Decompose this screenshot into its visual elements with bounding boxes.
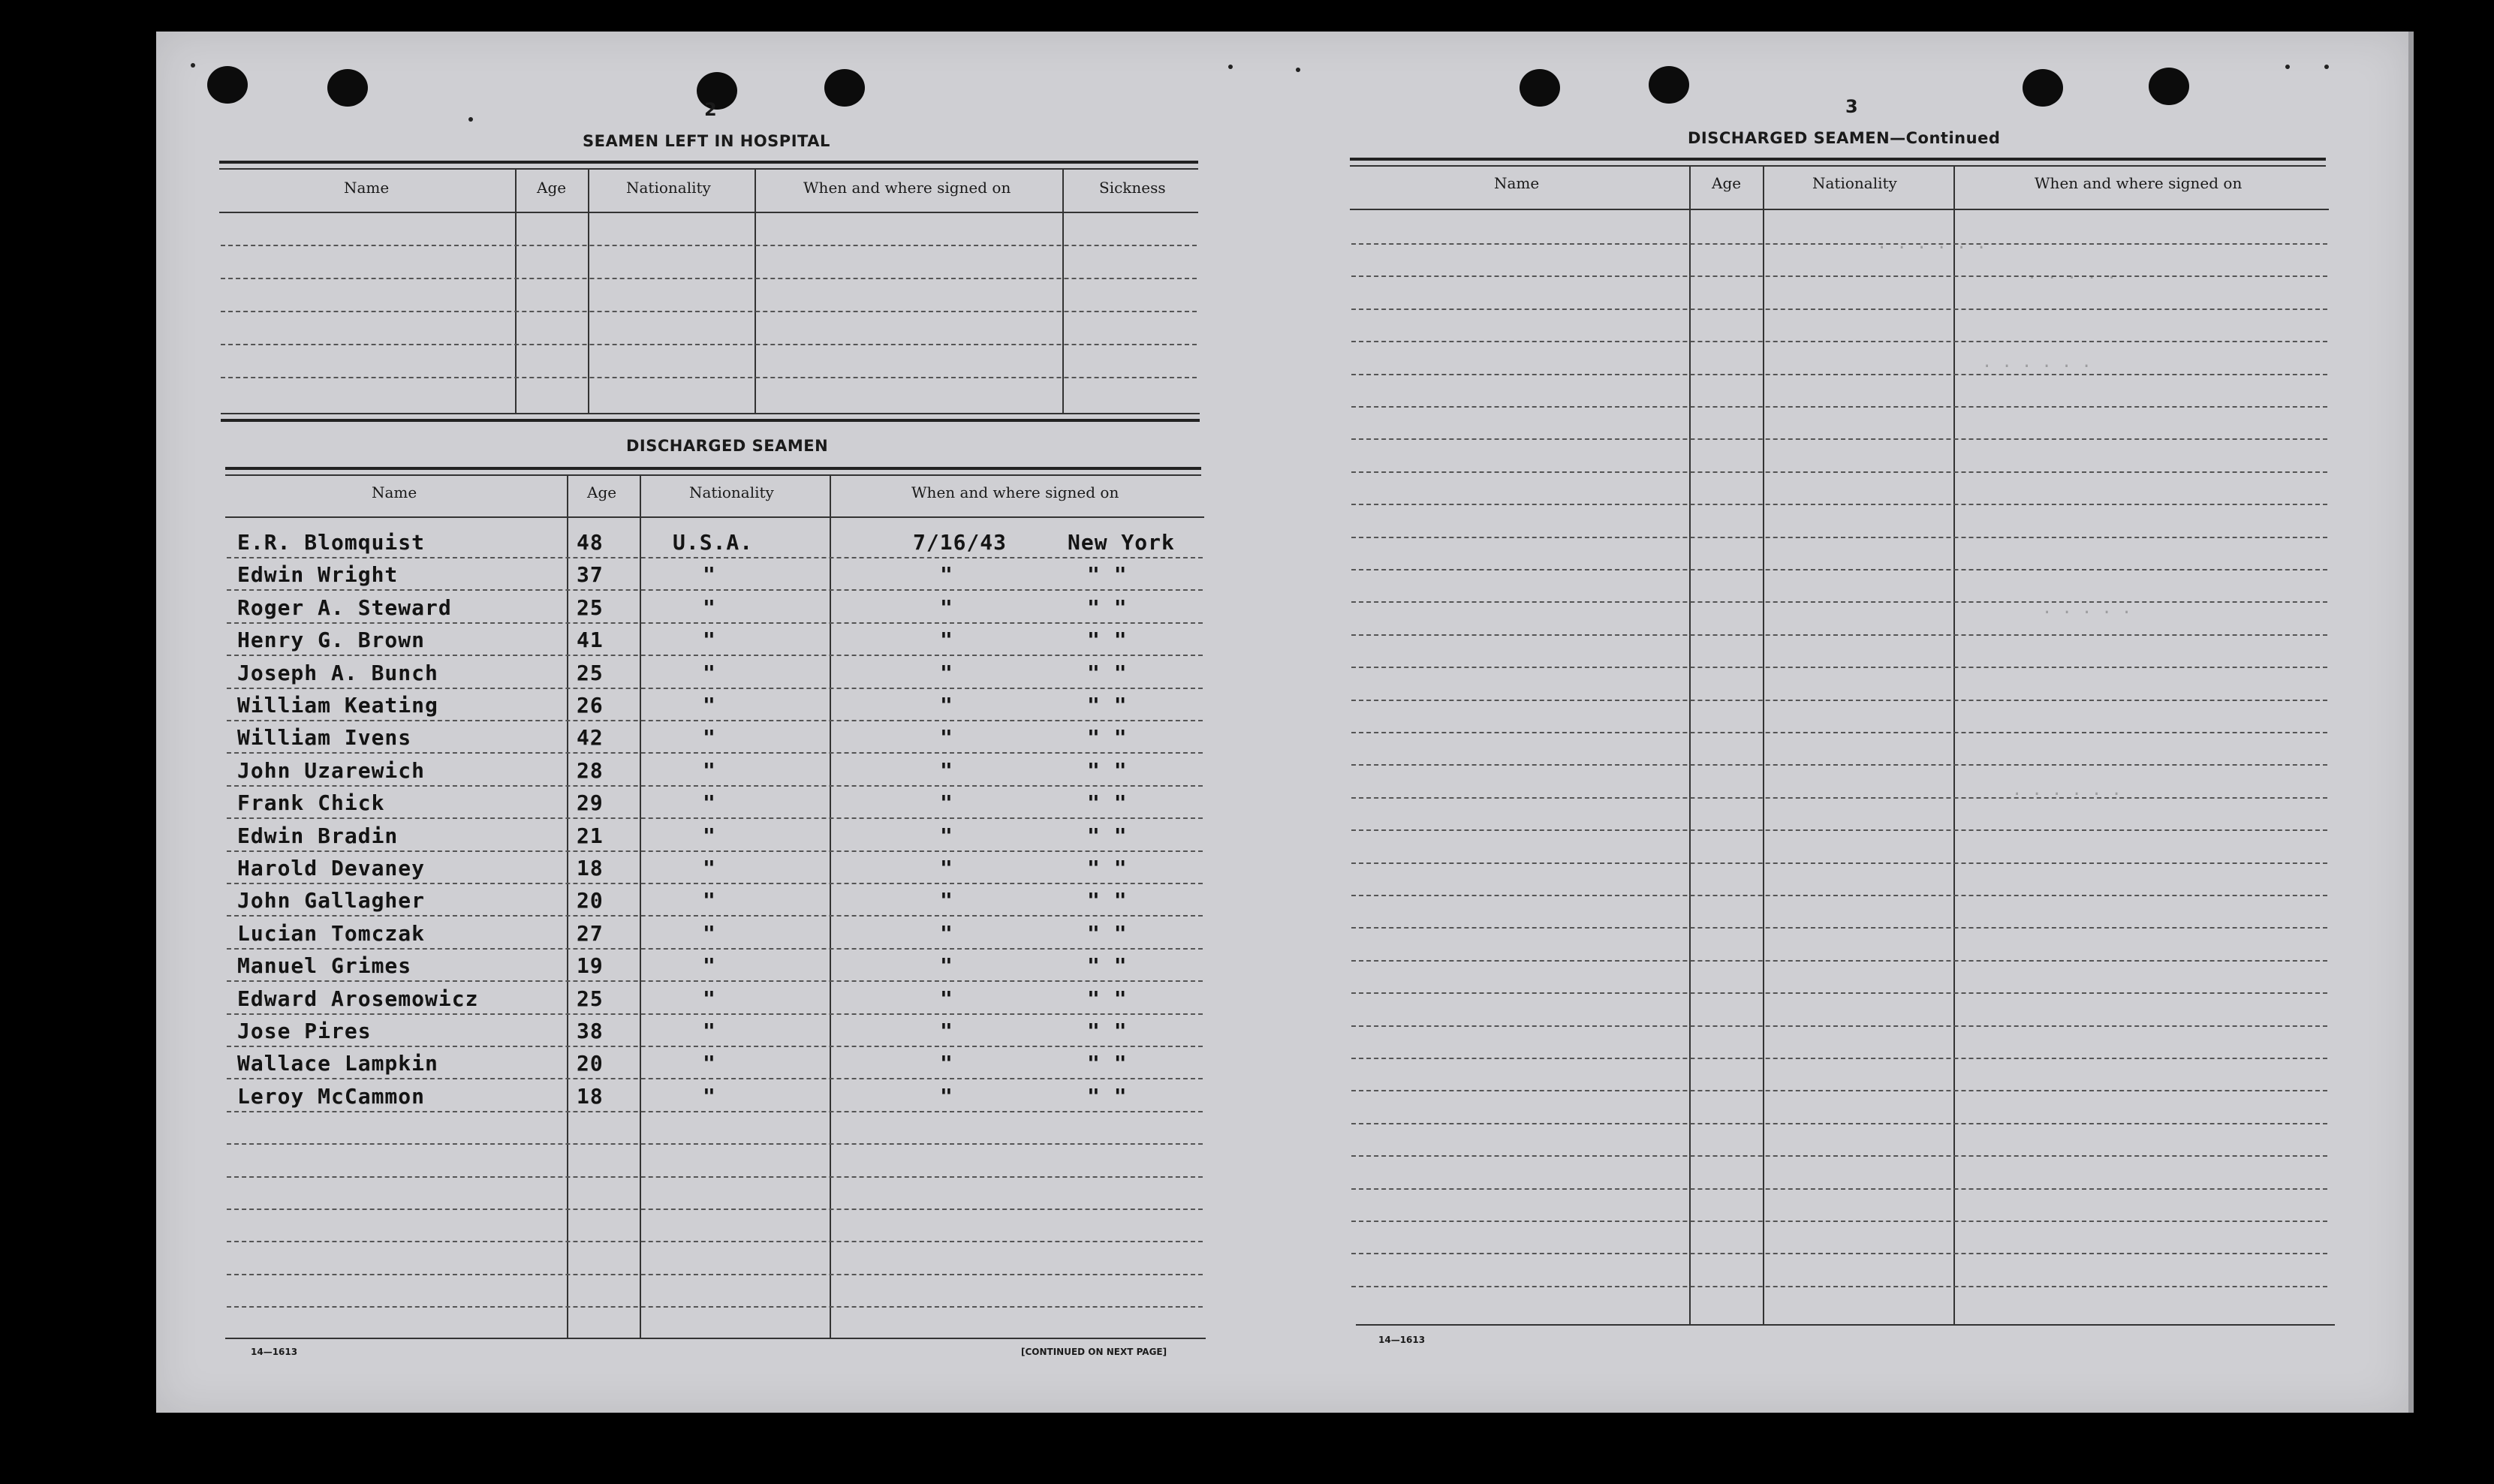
seaman-nationality: " [703, 1084, 716, 1109]
seaman-age: 18 [577, 1084, 604, 1109]
right-col-nationality: Nationality [1812, 174, 1897, 192]
page-number-left: 2 [704, 99, 717, 120]
signed-on-date: " [940, 953, 953, 978]
continued-note: [CONTINUED ON NEXT PAGE] [1021, 1347, 1167, 1357]
seaman-nationality: " [703, 986, 716, 1011]
seaman-name: Jose Pires [237, 1019, 372, 1043]
right-row-line [1351, 569, 2327, 570]
discharged-row-line [227, 557, 1203, 558]
right-row-line [1351, 275, 2327, 277]
discharged-row-line [227, 1143, 1203, 1145]
right-row-line [1351, 700, 2327, 701]
right-col-divider [1953, 165, 1955, 1326]
form-number-left: 14—1613 [251, 1347, 298, 1357]
signed-on-date: " [940, 823, 953, 848]
signed-on-place: " " [1087, 986, 1128, 1011]
hospital-section-title: SEAMEN LEFT IN HOSPITAL [583, 132, 830, 150]
signed-on-place: " " [1087, 1019, 1128, 1043]
seaman-name: Edward Arosemowicz [237, 986, 479, 1011]
discharged-row-line [227, 655, 1203, 656]
right-header-rule [1350, 209, 2329, 210]
seaman-nationality: " [703, 790, 716, 815]
right-row-line [1351, 634, 2327, 636]
right-row-line [1351, 1188, 2327, 1190]
right-col-divider [1763, 165, 1764, 1326]
discharged-row-line [227, 980, 1203, 982]
seaman-nationality: " [703, 856, 716, 880]
hospital-row-line [221, 377, 1197, 378]
discharged-row-line [227, 688, 1203, 689]
right-row-line [1351, 309, 2327, 310]
punch-hole [1649, 66, 1689, 104]
right-row-line [1351, 829, 2327, 831]
right-row-line [1351, 504, 2327, 505]
discharged-bottom-rule [225, 1338, 1206, 1339]
signed-on-date: " [940, 661, 953, 685]
hospital-col-signed-on: When and where signed on [803, 179, 1011, 197]
seaman-name: Harold Devaney [237, 856, 426, 880]
signed-on-date: " [940, 888, 953, 913]
punch-hole [327, 69, 368, 107]
right-row-line [1351, 862, 2327, 864]
signed-on-place: " " [1087, 628, 1128, 652]
discharged-top-rule-2 [225, 474, 1201, 476]
discharged-row-line [227, 622, 1203, 624]
right-row-line [1351, 438, 2327, 440]
right-row-line [1351, 601, 2327, 603]
signed-on-place: " " [1087, 595, 1128, 620]
seaman-name: William Keating [237, 693, 438, 718]
hospital-col-age: Age [537, 179, 567, 197]
discharged-row-line [227, 752, 1203, 754]
signed-on-date: " [940, 725, 953, 750]
signed-on-date: " [940, 693, 953, 718]
bleed-through-mark: . . . . . . [2012, 781, 2122, 799]
discharged-row-line [227, 850, 1203, 852]
signed-on-place: " " [1087, 725, 1128, 750]
speck [2324, 65, 2329, 69]
seaman-age: 21 [577, 823, 604, 848]
seaman-age: 25 [577, 595, 604, 620]
hospital-header-rule [219, 212, 1198, 213]
signed-on-date: " [940, 562, 953, 587]
right-row-line [1351, 1155, 2327, 1157]
seaman-nationality: " [703, 921, 716, 946]
seaman-age: 48 [577, 530, 604, 555]
form-number-right: 14—1613 [1378, 1335, 1426, 1345]
right-row-line [1351, 341, 2327, 342]
seaman-nationality: " [703, 823, 716, 848]
discharged-row-line [227, 883, 1203, 884]
seaman-nationality: " [703, 562, 716, 587]
right-col-age: Age [1712, 174, 1742, 192]
right-row-line [1351, 374, 2327, 375]
bleed-through-mark: . . . . . . [1877, 234, 1986, 253]
seaman-nationality: U.S.A. [673, 530, 754, 555]
discharged-row-line [227, 948, 1203, 950]
signed-on-place: " " [1087, 921, 1128, 946]
right-row-line [1351, 992, 2327, 994]
seaman-nationality: " [703, 693, 716, 718]
seaman-name: Wallace Lampkin [237, 1051, 438, 1076]
seaman-nationality: " [703, 595, 716, 620]
discharged-row-line [227, 1046, 1203, 1047]
right-row-line [1351, 960, 2327, 962]
right-col-divider [1689, 165, 1691, 1326]
seaman-name: Henry G. Brown [237, 628, 426, 652]
right-bottom-rule [1356, 1324, 2335, 1326]
discharged-col-nationality: Nationality [689, 483, 774, 501]
right-row-line [1351, 927, 2327, 929]
signed-on-date: " [940, 628, 953, 652]
bleed-through-mark: . . . . . [2042, 599, 2132, 618]
hospital-col-name: Name [344, 179, 390, 197]
right-row-line [1351, 537, 2327, 538]
right-row-line [1351, 895, 2327, 896]
hospital-bottom-rule [221, 413, 1200, 414]
hospital-top-rule [219, 161, 1198, 164]
document-sheet [156, 32, 2408, 1413]
right-row-line [1351, 1286, 2327, 1287]
right-col-name: Name [1494, 174, 1540, 192]
seaman-nationality: " [703, 758, 716, 783]
discharged-row-line [227, 1241, 1203, 1242]
seaman-name: John Uzarewich [237, 758, 426, 783]
discharged-row-line [227, 1111, 1203, 1112]
seaman-name: E.R. Blomquist [237, 530, 426, 555]
seaman-age: 25 [577, 661, 604, 685]
seaman-age: 18 [577, 856, 604, 880]
signed-on-date: " [940, 790, 953, 815]
page-number-right: 3 [1845, 96, 1858, 117]
seaman-age: 27 [577, 921, 604, 946]
seaman-age: 41 [577, 628, 604, 652]
signed-on-date: " [940, 1051, 953, 1076]
discharged-row-line [227, 1209, 1203, 1210]
right-col-signed-on: When and where signed on [2035, 174, 2242, 192]
punch-hole [824, 69, 865, 107]
signed-on-date: 7/16/43 [913, 530, 1008, 555]
hospital-row-line [221, 311, 1197, 312]
right-top-rule-2 [1350, 165, 2326, 167]
discharged-row-line [227, 1013, 1203, 1015]
signed-on-date: " [940, 856, 953, 880]
seaman-name: Frank Chick [237, 790, 385, 815]
seaman-age: 26 [577, 693, 604, 718]
signed-on-place: " " [1087, 823, 1128, 848]
speck [2285, 65, 2290, 69]
seaman-nationality: " [703, 628, 716, 652]
bleed-through-mark: . . . . . [2027, 264, 2117, 283]
seaman-name: Lucian Tomczak [237, 921, 426, 946]
discharged-header-rule [225, 516, 1204, 518]
seaman-age: 28 [577, 758, 604, 783]
seaman-name: John Gallagher [237, 888, 426, 913]
seaman-nationality: " [703, 661, 716, 685]
discharged-col-name: Name [372, 483, 417, 501]
right-row-line [1351, 797, 2327, 799]
seaman-nationality: " [703, 1051, 716, 1076]
punch-hole [697, 72, 737, 110]
right-row-line [1351, 1090, 2327, 1091]
hospital-col-nationality: Nationality [626, 179, 711, 197]
seaman-nationality: " [703, 1019, 716, 1043]
discharged-row-line [227, 1078, 1203, 1079]
discharged-section-title: DISCHARGED SEAMEN [626, 437, 829, 455]
seaman-age: 20 [577, 1051, 604, 1076]
signed-on-place: " " [1087, 693, 1128, 718]
hospital-bottom-rule-2 [221, 419, 1200, 422]
discharged-row-line [227, 915, 1203, 917]
seaman-nationality: " [703, 953, 716, 978]
right-row-line [1351, 406, 2327, 408]
signed-on-place: New York [1068, 530, 1175, 555]
hospital-col-sickness: Sickness [1099, 179, 1166, 197]
right-top-rule [1350, 158, 2326, 161]
punch-hole [207, 66, 248, 104]
seaman-age: 38 [577, 1019, 604, 1043]
signed-on-place: " " [1087, 562, 1128, 587]
seaman-nationality: " [703, 888, 716, 913]
discharged-row-line [227, 1274, 1203, 1275]
punch-hole [2149, 68, 2189, 105]
signed-on-place: " " [1087, 1051, 1128, 1076]
speck [1228, 65, 1233, 69]
seaman-age: 25 [577, 986, 604, 1011]
hospital-row-line [221, 278, 1197, 279]
seaman-name: William Ivens [237, 725, 412, 750]
right-row-line [1351, 732, 2327, 733]
signed-on-place: " " [1087, 953, 1128, 978]
signed-on-date: " [940, 758, 953, 783]
right-row-line [1351, 1025, 2327, 1027]
right-row-line [1351, 764, 2327, 766]
right-row-line [1351, 243, 2327, 245]
discharged-row-line [227, 589, 1203, 591]
discharged-row-line [227, 785, 1203, 787]
right-row-line [1351, 1221, 2327, 1222]
discharged-col-age: Age [587, 483, 617, 501]
seaman-age: 19 [577, 953, 604, 978]
signed-on-date: " [940, 1019, 953, 1043]
seaman-name: Edwin Wright [237, 562, 399, 587]
discharged-row-line [227, 1176, 1203, 1178]
seaman-age: 20 [577, 888, 604, 913]
seaman-age: 29 [577, 790, 604, 815]
punch-hole [1520, 69, 1560, 107]
speck [1296, 68, 1300, 72]
seaman-name: Roger A. Steward [237, 595, 452, 620]
discharged-row-line [227, 1306, 1203, 1308]
right-row-line [1351, 1058, 2327, 1059]
signed-on-date: " [940, 986, 953, 1011]
signed-on-place: " " [1087, 856, 1128, 880]
bleed-through-mark: . . . . . . [1982, 353, 2092, 372]
seaman-name: Leroy McCammon [237, 1084, 426, 1109]
discharged-row-line [227, 720, 1203, 721]
seaman-age: 37 [577, 562, 604, 587]
signed-on-place: " " [1087, 758, 1128, 783]
seaman-name: Manuel Grimes [237, 953, 412, 978]
signed-on-date: " [940, 595, 953, 620]
hospital-row-line [221, 344, 1197, 345]
speck [468, 117, 473, 122]
seaman-name: Joseph A. Bunch [237, 661, 438, 685]
right-row-line [1351, 667, 2327, 668]
right-row-line [1351, 471, 2327, 473]
signed-on-place: " " [1087, 1084, 1128, 1109]
sheet-edge [2408, 32, 2414, 1413]
punch-hole [2023, 69, 2063, 107]
discharged-row-line [227, 817, 1203, 819]
speck [191, 63, 195, 68]
seaman-age: 42 [577, 725, 604, 750]
seaman-nationality: " [703, 725, 716, 750]
signed-on-date: " [940, 1084, 953, 1109]
signed-on-date: " [940, 921, 953, 946]
signed-on-place: " " [1087, 661, 1128, 685]
right-row-line [1351, 1253, 2327, 1254]
discharged-col-signed-on: When and where signed on [911, 483, 1119, 501]
hospital-row-line [221, 245, 1197, 246]
hospital-top-rule-2 [219, 168, 1198, 170]
signed-on-place: " " [1087, 888, 1128, 913]
right-section-title: DISCHARGED SEAMEN—Continued [1688, 129, 2001, 147]
signed-on-place: " " [1087, 790, 1128, 815]
right-row-line [1351, 1123, 2327, 1124]
discharged-top-rule [225, 467, 1201, 470]
seaman-name: Edwin Bradin [237, 823, 399, 848]
